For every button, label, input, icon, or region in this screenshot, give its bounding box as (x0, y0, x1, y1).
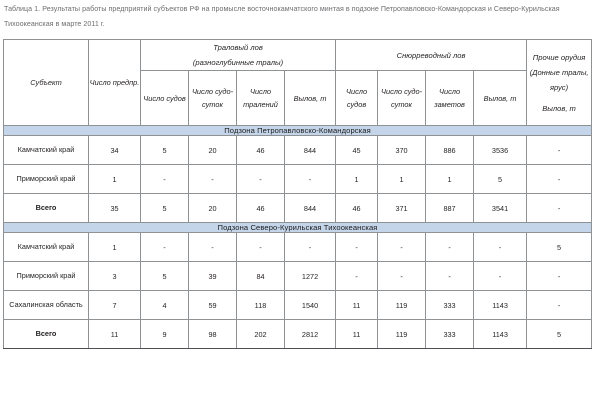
table-header (4, 40, 592, 126)
row-cell-empty: - (237, 233, 285, 262)
row-cell-value: 45 (336, 136, 378, 165)
row-cell-value: 2812 (285, 320, 336, 349)
section-title: Подзона Петропавловско-Командорская (4, 126, 592, 136)
row-cell-empty: - (474, 233, 527, 262)
row-cell-empty: - (527, 262, 592, 291)
row-cell-value: 5 (527, 233, 592, 262)
row-subject: Всего (4, 194, 89, 223)
row-cell-value: 333 (426, 291, 474, 320)
row-cell-empty: - (189, 165, 237, 194)
row-cell-value: 886 (426, 136, 474, 165)
row-cell-value: 20 (189, 136, 237, 165)
row-cell-value: 887 (426, 194, 474, 223)
header-seine-catch: Вылов, т (474, 71, 527, 126)
header-group-other-title: Прочие орудия (532, 52, 586, 62)
row-cell-empty: - (336, 233, 378, 262)
header-trawl-catch: Вылов, т (285, 71, 336, 126)
table-row (4, 165, 592, 194)
row-cell-empty: - (527, 194, 592, 223)
row-cell-value: 119 (378, 291, 426, 320)
table-container (3, 39, 591, 349)
row-cell-value: 34 (89, 136, 141, 165)
row-cell-value: 371 (378, 194, 426, 223)
results-table (3, 39, 592, 349)
row-cell-value: 118 (237, 291, 285, 320)
row-cell-value: 333 (426, 320, 474, 349)
header-trawl-vessel-days: Число судо-суток (189, 71, 237, 126)
row-cell-value: 1272 (285, 262, 336, 291)
row-cell-value: 35 (89, 194, 141, 223)
row-cell-value: 1 (378, 165, 426, 194)
section-title: Подзона Северо-Курильская Тихоокеанская (4, 223, 592, 233)
row-cell-value: 5 (141, 262, 189, 291)
row-cell-empty: - (527, 165, 592, 194)
row-subject: Камчатский край (4, 136, 89, 165)
header-group-trawl-title: Траловый лов (213, 43, 263, 52)
row-cell-empty: - (237, 165, 285, 194)
header-group-other (527, 40, 592, 126)
row-cell-value: 1 (89, 233, 141, 262)
row-cell-empty: - (527, 136, 592, 165)
row-cell-empty: - (141, 165, 189, 194)
row-cell-value: 46 (237, 194, 285, 223)
header-seine-vessels: Число судов (336, 71, 378, 126)
table-row (4, 320, 592, 349)
header-subject: Субъект (4, 40, 89, 126)
row-cell-value: 1 (336, 165, 378, 194)
table-row (4, 291, 592, 320)
header-group-trawl (141, 40, 336, 71)
row-cell-value: 1540 (285, 291, 336, 320)
row-cell-value: 9 (141, 320, 189, 349)
row-cell-value: 11 (336, 320, 378, 349)
table-row (4, 136, 592, 165)
table-row (4, 194, 592, 223)
row-cell-empty: - (378, 233, 426, 262)
header-group-row (4, 40, 592, 71)
header-trawl-vessels: Число судов (141, 71, 189, 126)
row-cell-value: 3536 (474, 136, 527, 165)
row-cell-value: 1143 (474, 291, 527, 320)
row-cell-value: 5 (474, 165, 527, 194)
header-seine-sets: Число заметов (426, 71, 474, 126)
header-group-other-subtitle: (Донные тралы, ярус) (529, 67, 589, 92)
row-cell-empty: - (474, 262, 527, 291)
row-cell-value: 844 (285, 194, 336, 223)
row-cell-value: 5 (527, 320, 592, 349)
row-cell-value: 119 (378, 320, 426, 349)
row-subject: Камчатский край (4, 233, 89, 262)
row-cell-empty: - (189, 233, 237, 262)
row-subject: Приморский край (4, 165, 89, 194)
header-trawl-hauls: Число тралений (237, 71, 285, 126)
table-caption: Таблица 1. Результаты работы предприятий субъектов РФ на промысле восточнокамчатского минтая в подзоне Петропавловско-Командорская и Северо-Курильская Тихоокеанская в марте 2011 г. (4, 5, 560, 28)
row-cell-value: 11 (336, 291, 378, 320)
table-body (4, 126, 592, 349)
row-cell-value: 844 (285, 136, 336, 165)
row-cell-empty: - (336, 262, 378, 291)
row-subject: Сахалинская область (4, 291, 89, 320)
header-seine-vessel-days: Число судо-суток (378, 71, 426, 126)
row-cell-empty: - (285, 233, 336, 262)
header-group-seine (336, 40, 527, 71)
row-cell-empty: - (426, 262, 474, 291)
section-header-row (4, 223, 592, 233)
row-cell-empty: - (285, 165, 336, 194)
row-cell-empty: - (378, 262, 426, 291)
row-cell-value: 202 (237, 320, 285, 349)
row-cell-value: 7 (89, 291, 141, 320)
table-row (4, 233, 592, 262)
row-subject: Приморский край (4, 262, 89, 291)
row-cell-value: 98 (189, 320, 237, 349)
row-cell-empty: - (141, 233, 189, 262)
row-cell-value: 59 (189, 291, 237, 320)
row-cell-value: 5 (141, 136, 189, 165)
header-other-catch: Вылов, т (542, 103, 576, 113)
header-group-seine-title: Снюрреводный лов (396, 50, 466, 60)
table-row (4, 262, 592, 291)
header-enterprises: Число предпр. (89, 40, 141, 126)
header-group-trawl-subtitle: (разноглубинные тралы) (192, 58, 284, 67)
row-cell-value: 84 (237, 262, 285, 291)
row-cell-empty: - (527, 291, 592, 320)
row-cell-value: 39 (189, 262, 237, 291)
row-cell-value: 3541 (474, 194, 527, 223)
row-cell-value: 46 (336, 194, 378, 223)
row-cell-value: 1143 (474, 320, 527, 349)
row-cell-value: 1 (426, 165, 474, 194)
row-cell-value: 20 (189, 194, 237, 223)
row-cell-value: 3 (89, 262, 141, 291)
row-cell-value: 4 (141, 291, 189, 320)
section-header-row (4, 126, 592, 136)
row-cell-value: 1 (89, 165, 141, 194)
row-cell-value: 11 (89, 320, 141, 349)
row-cell-empty: - (426, 233, 474, 262)
row-cell-value: 370 (378, 136, 426, 165)
row-subject: Всего (4, 320, 89, 349)
row-cell-value: 5 (141, 194, 189, 223)
row-cell-value: 46 (237, 136, 285, 165)
